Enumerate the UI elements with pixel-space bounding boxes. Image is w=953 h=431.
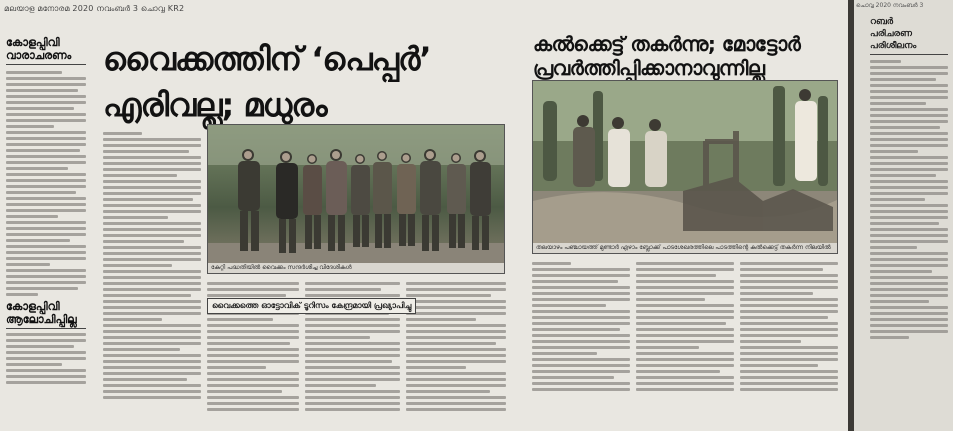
left-body-text-1 bbox=[6, 71, 86, 296]
left-kicker-1: കോളപ്പിവി വാരാചരണം bbox=[6, 36, 72, 62]
right-title-line-2: പരിചരണ bbox=[870, 29, 912, 39]
left-column bbox=[6, 36, 86, 387]
adjacent-page-strip bbox=[854, 0, 953, 431]
right-title-line-3: പരിശീലനം bbox=[870, 41, 917, 51]
main-article-subhead: വൈക്കത്തെ ഓട്ടോവിക് ടൂറിസം കേന്ദ്രമായി പ്രഖ്യാപിച്ചു bbox=[207, 298, 416, 314]
second-article-text-col-3 bbox=[740, 262, 838, 394]
page-folio: മലയാള മനോരമ 2020 നവംബർ 3 ചൊവ്വ KR2 bbox=[4, 4, 185, 13]
main-article-text-col-1 bbox=[103, 132, 201, 402]
left-body-text-2 bbox=[6, 333, 86, 384]
left-kicker-2: കോളപ്പിവി ആലോചിപ്പില്ല bbox=[6, 300, 77, 326]
main-article-photo bbox=[207, 124, 505, 274]
second-headline-line-1: കൽക്കെട്ട് തകർന്നു; മോട്ടോർ bbox=[533, 32, 801, 56]
right-page-folio: ചൊവ്വ 2020 നവംബർ 3 bbox=[856, 2, 924, 9]
broken-wall-photo bbox=[533, 81, 838, 254]
second-article-photo bbox=[532, 80, 838, 254]
right-column bbox=[870, 16, 948, 342]
main-photo-caption: കേറ്റി പദ്ധതിയിൽ വൈക്കം സന്ദർശിച്ച വിദേശികൾ bbox=[208, 263, 504, 273]
second-article-text-col-1 bbox=[532, 262, 630, 394]
main-headline-line-2: എരിവല്ല; മധുരം bbox=[103, 86, 327, 124]
main-headline-line-1: വൈക്കത്തിന് ‘പെപ്പർ’ bbox=[103, 40, 431, 78]
right-body-text bbox=[870, 60, 948, 339]
second-headline-line-2: പ്രവർത്തിപ്പിക്കാനാവുന്നില്ല bbox=[533, 56, 765, 80]
second-photo-caption: തലയാഴം പഞ്ചായത്ത് മുണ്ടാർ എഴാം ബ്ലോക്ക് പാടശേഖരത്തിലെ പാടത്തിന്റെ കൽക്കെട്ട് തകർന്ന നിലയിൽ bbox=[533, 243, 837, 253]
second-article-text-col-2 bbox=[636, 262, 734, 394]
tourists-group-photo bbox=[208, 125, 505, 274]
right-title-line-1: റബർ bbox=[870, 17, 894, 27]
main-article-text-col-4 bbox=[406, 282, 506, 414]
